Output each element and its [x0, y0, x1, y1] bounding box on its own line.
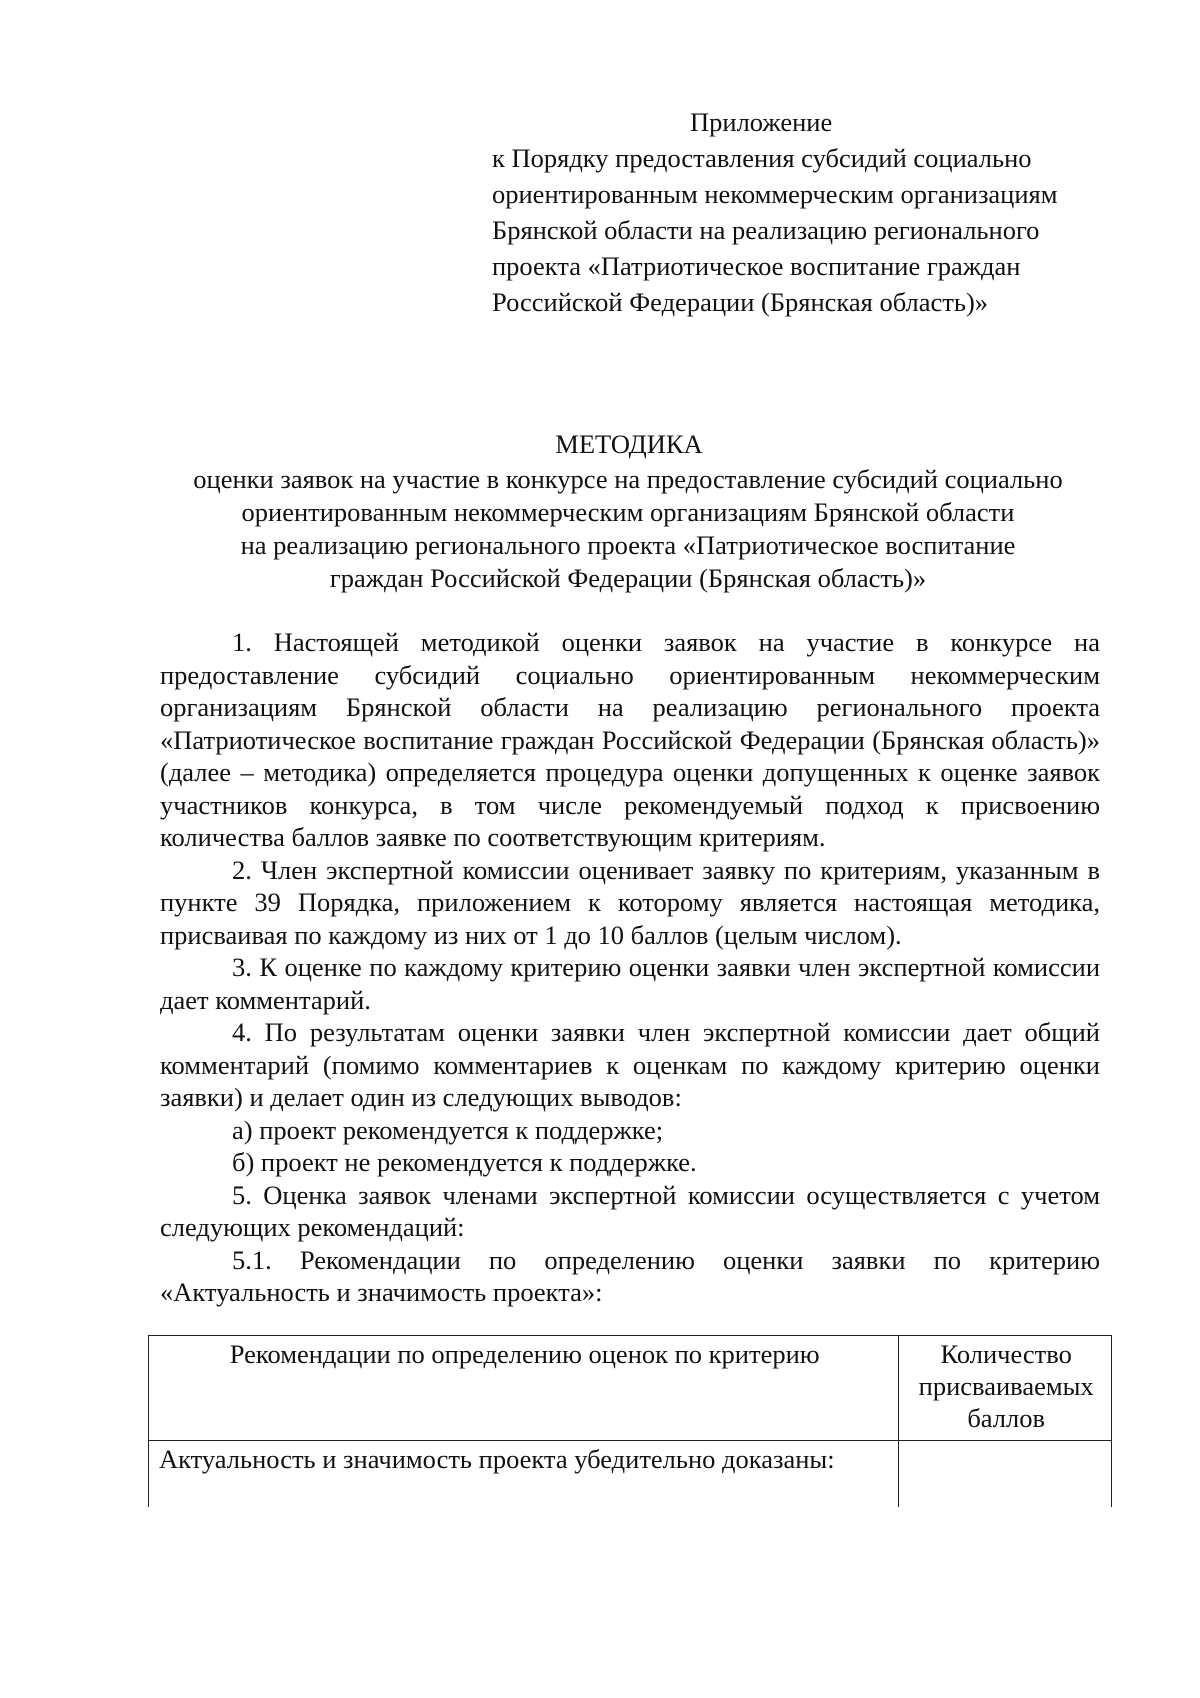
appendix-line: Российской Федерации (Брянская область)» — [492, 287, 989, 317]
appendix-line: к Порядку предоставления субсидий социально — [492, 143, 1032, 173]
table-row — [149, 1441, 1112, 1508]
paragraph-1: 1. Настоящей методикой оценки заявок на участие в конкурсе на предоставление субсидий социально ориентированным некоммерческим организациям Брянской области на реализацию регионального проекта «Патриотическое воспитание граждан Российской Федерации (Брянская область)» (далее – методика) определяется процедура оценки допущенных к оценке заявок участников конкурса, в том числе рекомендуемый подход к присвоению количества баллов заявке по соответствующим критериям. — [160, 627, 1100, 852]
table-cell — [899, 1441, 1112, 1508]
appendix-line: ориентированным некоммерческим организациям — [492, 179, 1058, 209]
subtitle-line: на реализацию регионального проекта «Патриотическое воспитание — [240, 530, 1016, 560]
appendix-block — [492, 104, 1132, 320]
subtitle-line: ориентированным некоммерческим организациям Брянской области — [241, 497, 1015, 527]
paragraph-4b: б) проект не рекомендуется к поддержке. — [232, 1147, 697, 1177]
document-subtitle — [155, 463, 1101, 595]
document-body — [160, 626, 1100, 1309]
appendix-line: Брянской области на реализацию регионального — [492, 215, 1040, 245]
paragraph-3: 3. К оценке по каждому критерию оценки заявки член экспертной комиссии дает комментарий. — [160, 952, 1100, 1015]
subtitle-line: оценки заявок на участие в конкурсе на предоставление субсидий социально — [193, 464, 1063, 494]
table-header-row — [149, 1336, 1112, 1441]
paragraph-4a: а) проект рекомендуется к поддержке; — [232, 1114, 664, 1145]
paragraph-2: 2. Член экспертной комиссии оценивает заявку по критериям, указанным в пункте 39 Порядка, приложением к которому является настоящая методика, присваивая по каждому из них от 1 до 10 баллов (целым числом). — [160, 854, 1100, 950]
table-header-recommendations: Рекомендации по определению оценок по критерию — [149, 1336, 899, 1441]
document-title: МЕТОДИКА — [555, 429, 703, 459]
appendix-title: Приложение — [690, 107, 833, 137]
table-cell: Актуальность и значимость проекта убедительно доказаны: — [149, 1441, 899, 1508]
table-header-points: Количество присваиваемых баллов — [899, 1336, 1112, 1441]
paragraph-5-1: 5.1. Рекомендации по определению оценки заявки по критерию «Актуальность и значимость проекта»: — [160, 1244, 1100, 1307]
criteria-table — [148, 1335, 1112, 1507]
subtitle-line: граждан Российской Федерации (Брянская область)» — [329, 563, 927, 593]
paragraph-5: 5. Оценка заявок членами экспертной комиссии осуществляется с учетом следующих рекомендаций: — [160, 1179, 1100, 1242]
appendix-line: проекта «Патриотическое воспитание граждан — [492, 251, 1021, 281]
paragraph-4: 4. По результатам оценки заявки член экспертной комиссии дает общий комментарий (помимо комментариев к оценкам по каждому критерию оценки заявки) и делает один из следующих выводов: — [160, 1017, 1100, 1112]
